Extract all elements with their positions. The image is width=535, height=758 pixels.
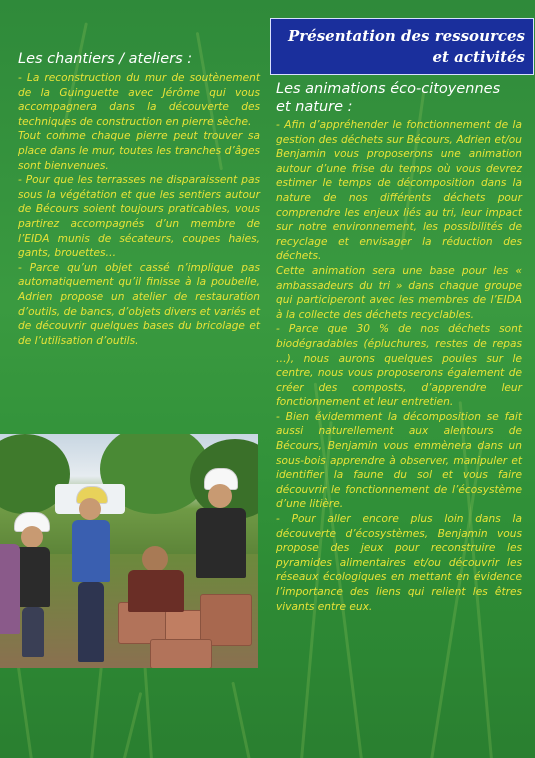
paragraph-ages: Tout comme chaque pierre peut trouver sa place dans le mur, toutes les tranches d’âges sont bienvenues. bbox=[18, 130, 260, 172]
page-title-line-2: et activités bbox=[432, 48, 525, 66]
paragraph-wall: - La reconstruction du mur de soutènement de la Guinguette avec Jérôme qui vous accompagnera dans la découverte des techniques de construction en pierre sèche. bbox=[18, 72, 260, 128]
section-heading-workshops: Les chantiers / ateliers : bbox=[18, 51, 193, 67]
page-title-line-1: Présentation des ressources bbox=[288, 27, 525, 45]
paragraph-ecosystems: - Pour aller encore plus loin dans la découverte d’écosystèmes, Benjamin vous propose des jeux pour reconstruire les pyramides alimentaires et/ou découvrir les réseaux écologiques en mettant en évidence l’importance des liens qui relient les êtres vivants entre eux. bbox=[276, 513, 522, 613]
section-heading-animations-line-2: et nature : bbox=[276, 99, 353, 115]
left-column bbox=[18, 50, 260, 348]
page-title-banner bbox=[270, 18, 534, 75]
right-column bbox=[276, 80, 522, 614]
workshop-photo bbox=[0, 434, 258, 668]
paragraph-waste-timeline: - Afin d’appréhender le fonctionnement de la gestion des déchets sur Bécours, Adrien et/ou Benjamin vous proposerons une animation autour d’une frise du temps où vous devrez estimer le temps de décomposition dans la nature de nos différents déchets pour comprendre les enjeux liés au tri, leur impact sur notre environnement, les possibilités de recyclage et envisager la réduction des déchets. bbox=[276, 119, 522, 263]
paragraph-soil-fauna: - Bien évidemment la décomposition se fait aussi naturellement aux alentours de Bécours, Benjamin vous emmènera dans un sous-bois apprendre à observer, manipuler et identifier la faune du sol et vous faire découvrir le fonctionnement de l’écosystème d’une litière. bbox=[276, 410, 522, 511]
section-heading-animations-line-1: Les animations éco-citoyennes bbox=[276, 81, 501, 97]
paragraph-repair: - Parce qu’un objet cassé n’implique pas automatiquement qu’il finisse à la poubelle, Adrien propose un atelier de restauration d’outils, de bancs, d’objets divers et variés et de découvrir quelques bases du bricolage et de l’utilisation d’outils. bbox=[18, 261, 260, 347]
paragraph-terraces: - Pour que les terrasses ne disparaissent pas sous la végétation et que les sentiers autour de Bécours soient toujours praticables, vous partirez accompagnés d’un membre de l’EIDA munis de sécateurs, coupes haies, gants, brouettes… bbox=[18, 174, 260, 260]
paragraph-sorting-ambassadors: Cette animation sera une base pour les « ambassadeurs du tri » dans chaque groupe qui participeront avec les membres de l’EIDA à la collecte des déchets recyclables. bbox=[276, 264, 522, 321]
paragraph-compost: - Parce que 30 % de nos déchets sont biodégradables (épluchures, restes de repas …), nous aurons quelques poules sur le centre, nous vous proposerons également de créer des composts, d’apprendre leur fonctionnement et leur entretien. bbox=[276, 323, 522, 409]
